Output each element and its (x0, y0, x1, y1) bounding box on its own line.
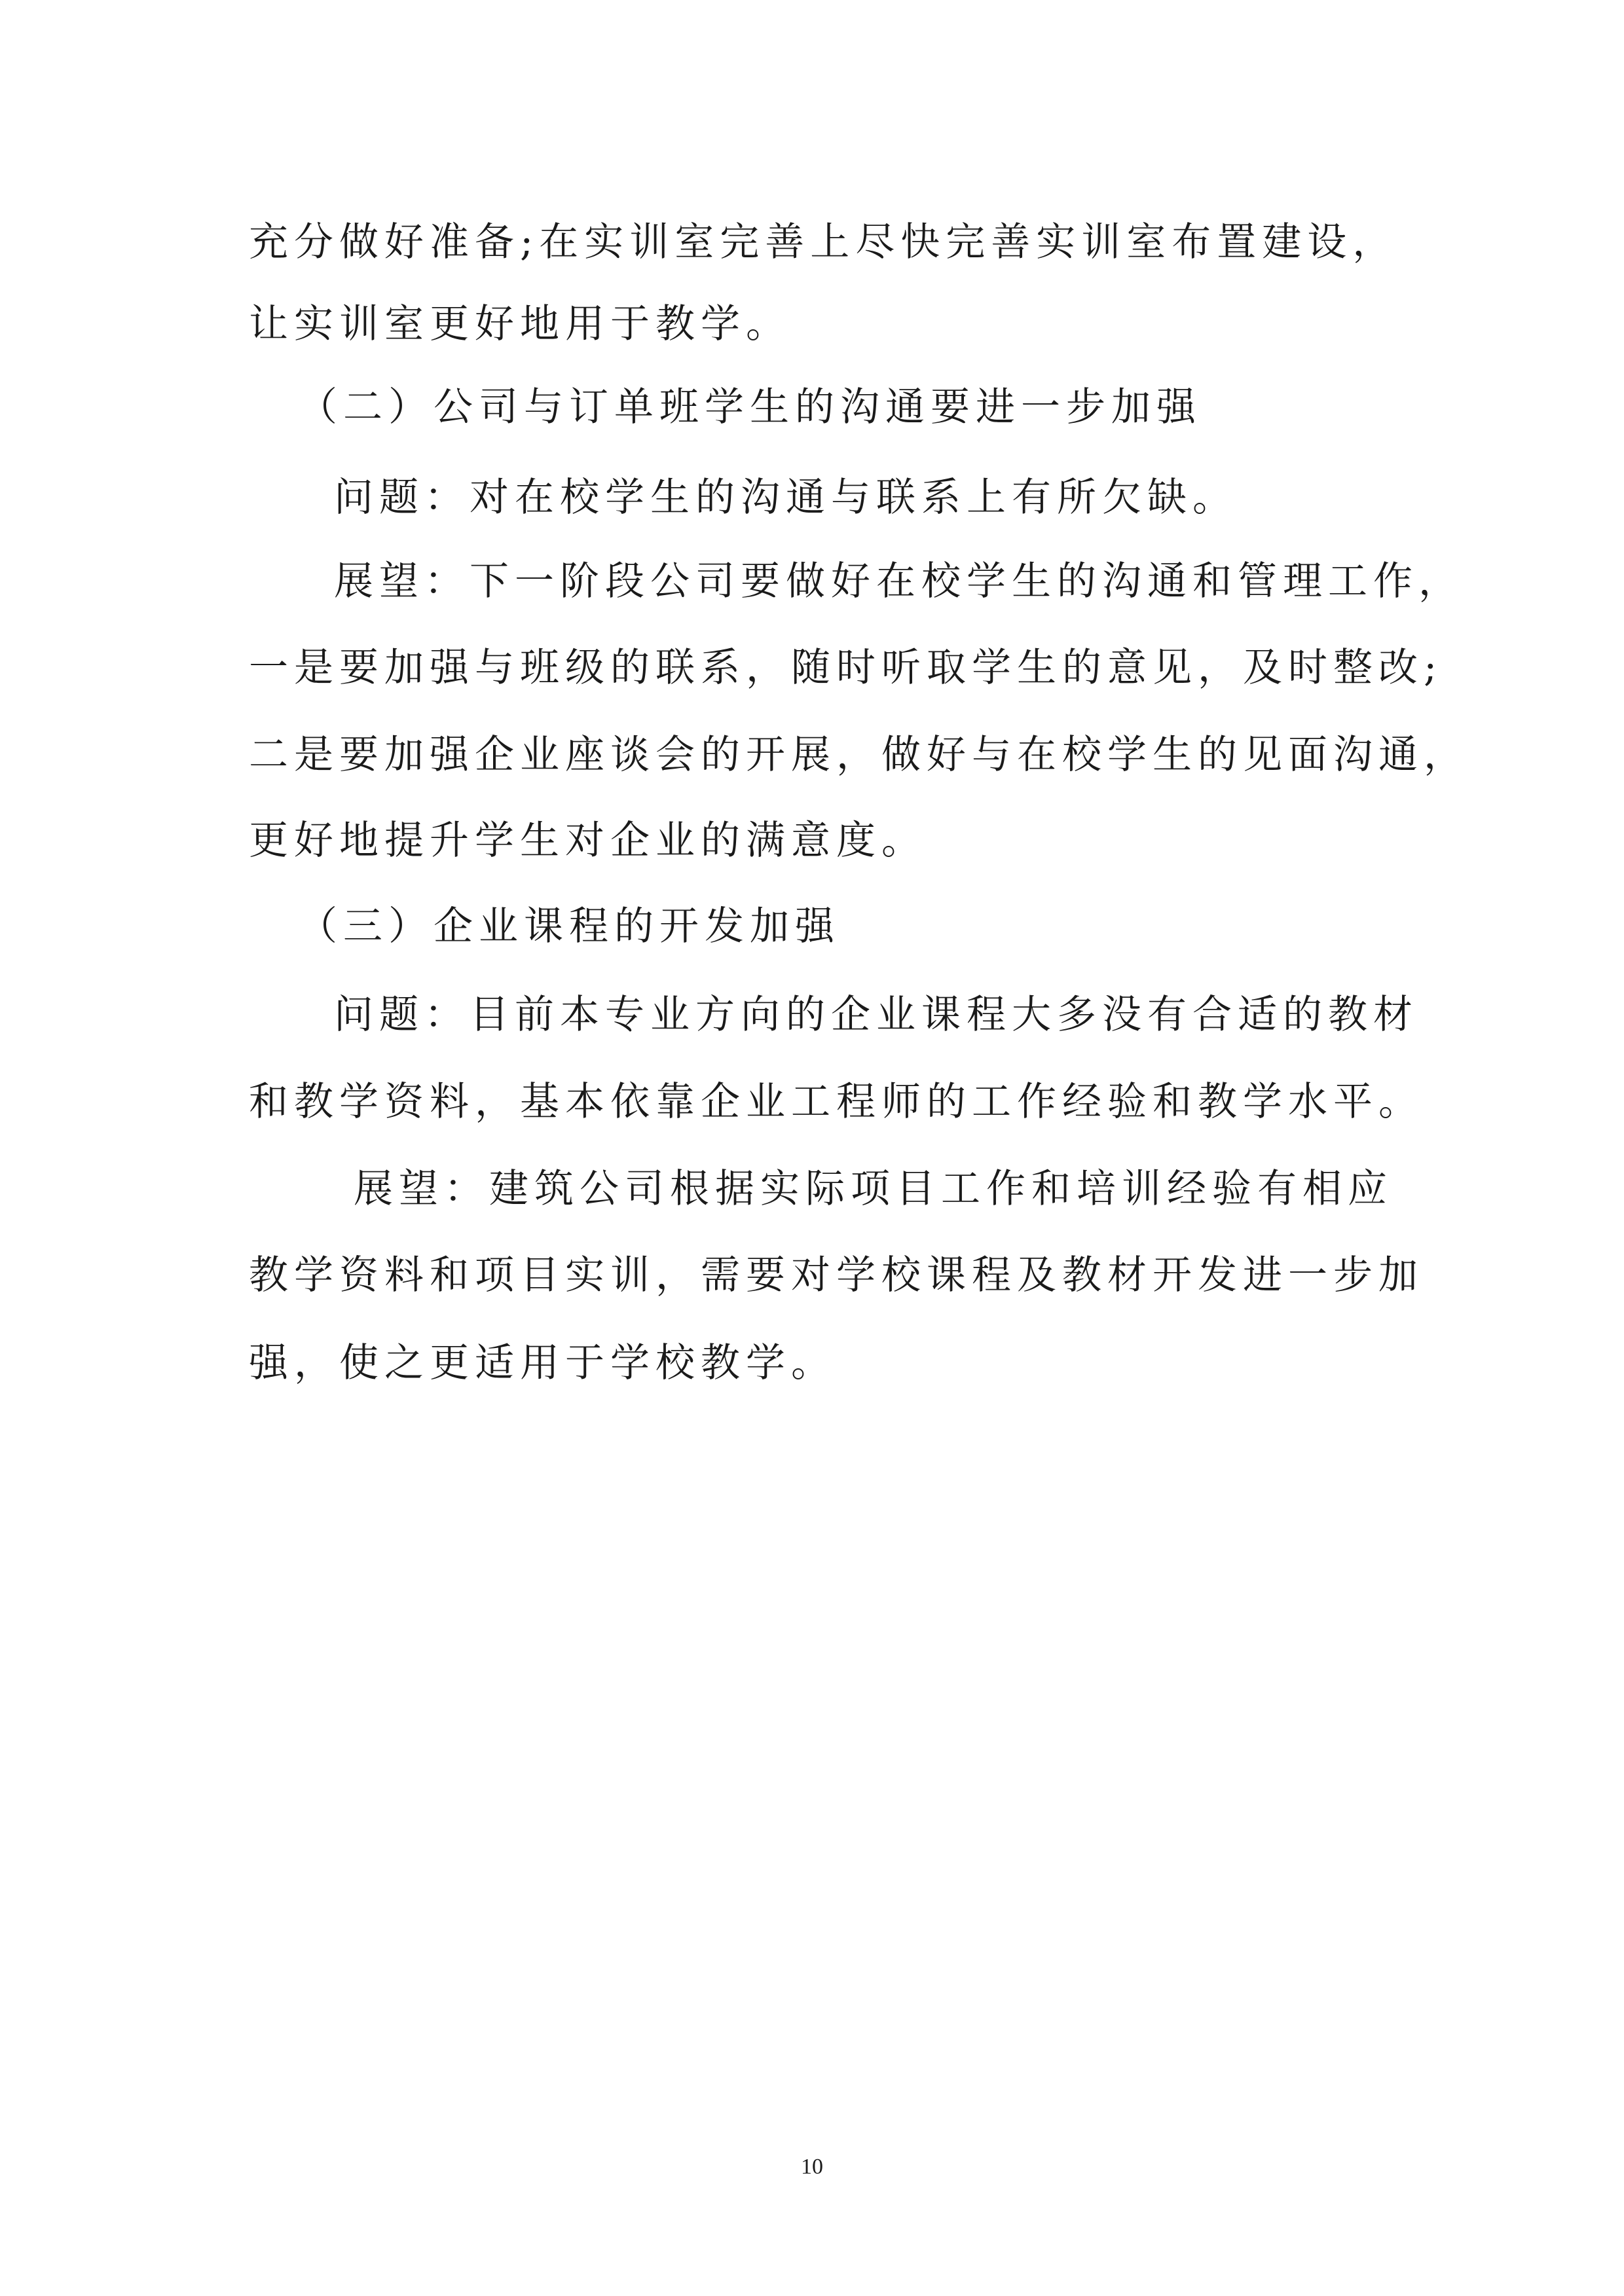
outlook-paragraph-line: 展望：建筑公司根据实际项目工作和培训经验有相应 (354, 1166, 1393, 1212)
body-text-line: 让实训室更好地用于教学。 (249, 301, 791, 347)
body-text-line: 强，使之更适用于学校教学。 (249, 1340, 836, 1386)
page-number: 10 (801, 2155, 823, 2179)
body-text-line: 教学资料和项目实训，需要对学校课程及教材开发进一步加 (249, 1252, 1424, 1298)
problem-paragraph-line: 问题：对在校学生的沟通与联系上有所欠缺。 (334, 475, 1238, 520)
body-text-line: 一是要加强与班级的联系，随时听取学生的意见，及时整改; (249, 645, 1443, 691)
section-heading: （三）企业课程的开发加强 (298, 903, 840, 949)
body-text-line: 二是要加强企业座谈会的开展，做好与在校学生的见面沟通， (249, 732, 1469, 778)
body-text-line: 充分做好准备;在实训室完善上尽快完善实训室布置建设， (249, 219, 1398, 265)
section-heading: （二）公司与订单班学生的沟通要进一步加强 (298, 384, 1202, 430)
problem-paragraph-line: 问题：目前本专业方向的企业课程大多没有合适的教材 (334, 992, 1418, 1038)
body-text-line: 更好地提升学生对企业的满意度。 (249, 818, 927, 864)
body-text-line: 和教学资料，基本依靠企业工程师的工作经验和教学水平。 (249, 1079, 1424, 1125)
outlook-paragraph-line: 展望：下一阶段公司要做好在校学生的沟通和管理工作， (334, 558, 1464, 604)
